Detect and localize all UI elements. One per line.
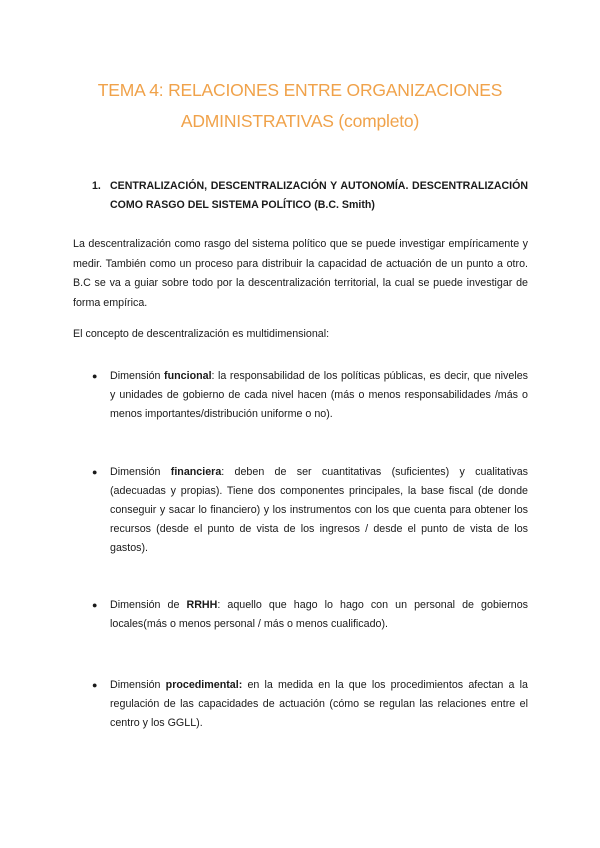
list-item-description: : la responsabilidad de los políticas públicas, es decir, que niveles y unidades de gobierno de cada nivel hacen (más o menos responsabilidades /más o menos importantes/distribución uniforme o no). bbox=[110, 370, 528, 420]
list-item bbox=[92, 463, 528, 558]
page-title-line-1: TEMA 4: RELACIONES ENTRE ORGANIZACIONES bbox=[97, 80, 503, 100]
list-item-description: : aquello que hago lo hago con un personal de gobiernos locales(más o menos personal / más o menos cualificado). bbox=[110, 599, 528, 630]
list-item-text bbox=[92, 596, 528, 634]
list-item-term: RRHH bbox=[186, 599, 218, 611]
list-item-prefix: Dimensión bbox=[110, 370, 165, 382]
list-item-description: en la medida en la que los procedimientos afectan a la regulación de las capacidades de actuación (cómo se regulan las relaciones entre el centro y los GGLL). bbox=[110, 679, 528, 729]
bullet-icon: ● bbox=[92, 371, 98, 381]
list-item-text bbox=[92, 463, 528, 558]
section-heading bbox=[92, 177, 528, 215]
bullet-icon: ● bbox=[92, 600, 98, 610]
list-item-prefix: Dimensión de bbox=[110, 599, 187, 611]
intro-paragraph: La descentralización como rasgo del sistema político que se puede investigar empíricamente y medir. También como un proceso para distribuir la capacidad de actuación de un punto a otro. B.C se va a guiar sobre todo por la descentralización territorial, la cual se puede investigar de forma empírica. bbox=[73, 238, 528, 309]
list-item bbox=[92, 596, 528, 634]
concept-paragraph: El concepto de descentralización es multidimensional: bbox=[73, 328, 330, 340]
list-item bbox=[92, 676, 528, 733]
list-item-text bbox=[92, 367, 528, 424]
list-item-text bbox=[92, 676, 528, 733]
section-number: 1. bbox=[92, 180, 101, 192]
list-item-prefix: Dimensión bbox=[110, 466, 171, 478]
section-heading-text: CENTRALIZACIÓN, DESCENTRALIZACIÓN Y AUTONOMÍA. DESCENTRALIZACIÓN COMO RASGO DEL SISTEMA POLÍTICO (B.C. Smith) bbox=[110, 180, 528, 211]
list-item-term: financiera bbox=[170, 466, 222, 478]
list-item-description: : deben de ser cuantitativas (suficientes) y cualitativas (adecuadas y propias). Tiene dos componentes principales, la base fiscal (de donde conseguir y sacar lo financiero) y los instrumentos con los que cuenta para obtener los recursos (desde el punto de vista de los ingresos / desde el punto de vista de los gastos). bbox=[110, 466, 528, 554]
list-item bbox=[92, 367, 528, 424]
page-title-line-2: ADMINISTRATIVAS (completo) bbox=[180, 111, 420, 131]
page-title bbox=[60, 75, 540, 137]
bullet-icon: ● bbox=[92, 467, 98, 477]
list-item-term: funcional bbox=[164, 370, 212, 382]
list-item-term: procedimental: bbox=[165, 679, 243, 691]
list-item-prefix: Dimensión bbox=[110, 679, 166, 691]
bullet-icon: ● bbox=[92, 680, 98, 690]
